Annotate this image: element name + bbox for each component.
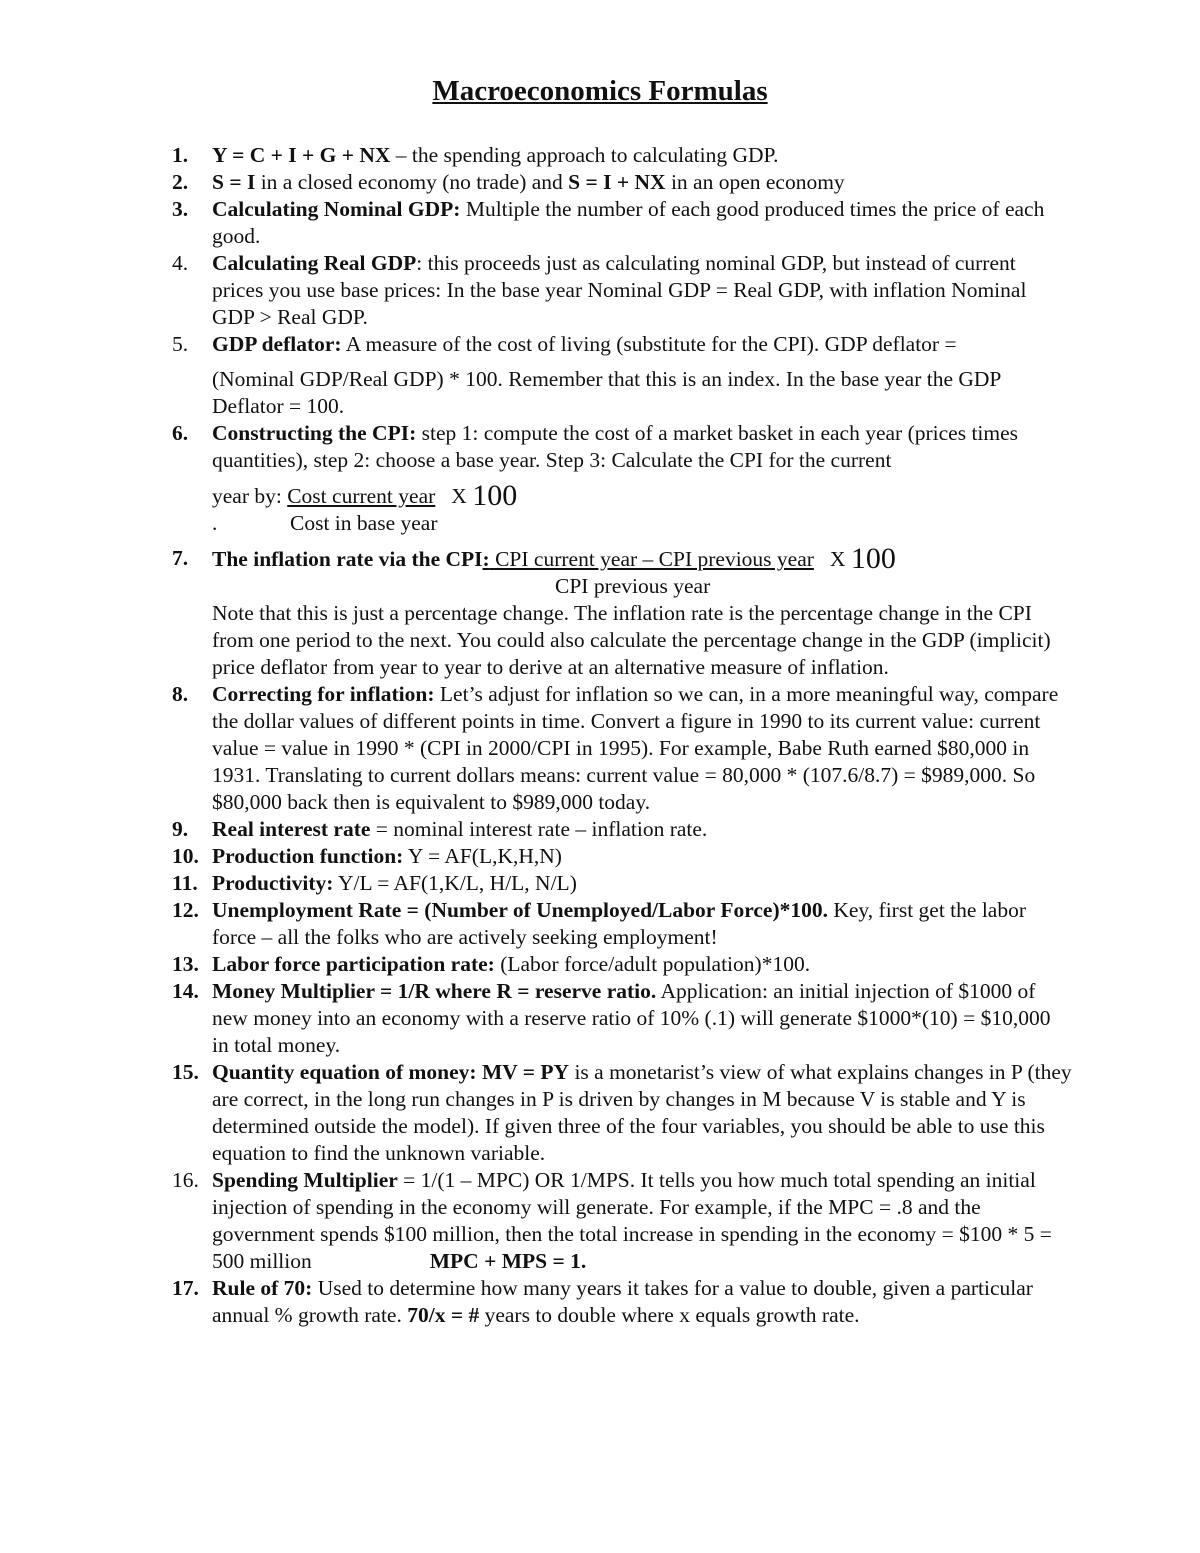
item-text: A measure of the cost of living (substitute for the CPI). GDP deflator =: [341, 332, 957, 356]
item-text: Application: an initial injection of $1000 of new money into an economy with a reserve ratio of 10% (.1) will generate $1000*(10) = $10,000 in total money.: [212, 979, 1051, 1057]
formula-term: The inflation rate via the CPI: [212, 547, 483, 571]
list-item: [172, 897, 1072, 951]
item-text: years to double where x equals growth rate.: [479, 1303, 860, 1327]
item-number: 15.: [172, 1060, 199, 1084]
list-item: [172, 870, 1072, 897]
times-sign: X: [829, 547, 846, 571]
formula-term: Rule of 70:: [212, 1276, 313, 1300]
formula-term: Calculating Real GDP: [212, 251, 417, 275]
item-text: Let’s adjust for inflation so we can, in a more meaningful way, compare the dollar values of different points in time. Convert a figure in 1990 to its current value: current value = value in 1990 * (CPI in 2000/CPI in 1995). For example, Babe Ruth earned $80,000 in 1931. Translating to current dollars means: current value = 80,000 * (107.6/8.7) = $989,000. So $80,000 back then is equivalent to $989,000 today.: [212, 682, 1059, 814]
list-item: [172, 978, 1072, 1059]
list-item: [172, 1275, 1072, 1329]
list-item: [172, 542, 1072, 681]
item-text: Multiple the number of each good produced times the price of each good.: [212, 197, 1045, 248]
inflation-formula: [212, 542, 1072, 575]
multiplier-value: 100: [472, 479, 518, 512]
item-number: 14.: [172, 979, 199, 1003]
list-item: [172, 420, 1072, 537]
item-number: 13.: [172, 952, 199, 976]
formula-term: Calculating Nominal GDP:: [212, 197, 461, 221]
list-item: [172, 142, 1072, 169]
fraction-denominator: Cost in base year: [290, 511, 438, 535]
item-text: = nominal interest rate – inflation rate.: [370, 817, 708, 841]
item-number: 10.: [172, 844, 199, 868]
formula-term: Y = C + I + G + NX: [212, 143, 391, 167]
formula-term: S = I + NX: [568, 170, 666, 194]
item-text: Y/L = AF(1,K/L, H/L, N/L): [333, 871, 577, 895]
colon-mark: :: [482, 547, 490, 571]
item-number: 6.: [172, 421, 189, 445]
formula-term: Unemployment Rate = (Number of Unemployed/Labor Force)*100.: [212, 898, 828, 922]
item-text: = 1/(1 – MPC) OR 1/MPS. It tells you how much total spending an initial injection of spending in the economy will generate. For example, if the MPC = .8 and the government spends $100 million, then the total increase in spending in the economy = $100 * 5 = 500 million: [212, 1168, 1052, 1273]
item-number: 4.: [172, 251, 189, 275]
list-item: [172, 816, 1072, 843]
formula-term: Spending Multiplier: [212, 1168, 398, 1192]
cpi-formula: [212, 479, 1072, 512]
item-number: 1.: [172, 143, 189, 167]
list-item: [172, 250, 1072, 331]
list-item: [172, 169, 1072, 196]
fraction-denominator: CPI previous year: [555, 574, 711, 598]
item-number: 11.: [172, 871, 198, 895]
list-item: [172, 1059, 1072, 1167]
item-text: – the spending approach to calculating GDP.: [390, 143, 779, 167]
item-text: Y = AF(L,K,H,N): [403, 844, 562, 868]
formula-term: Productivity:: [212, 871, 334, 895]
item-text: Key, first get the labor force – all the folks who are actively seeking employment!: [212, 898, 1026, 949]
formula-term: Money Multiplier = 1/R where R = reserve ratio.: [212, 979, 657, 1003]
item-text: step 1: compute the cost of a market basket in each year (prices times quantities), step 2: choose a base year. Step 3: Calculate the CPI for the current: [212, 421, 1019, 472]
item-text: Used to determine how many years it takes for a value to double, given a particular annual % growth rate.: [212, 1276, 1033, 1327]
dot-mark: .: [212, 511, 218, 535]
formula-term: S = I: [212, 170, 256, 194]
formula-term: 70/x = #: [407, 1303, 480, 1327]
list-item: [172, 681, 1072, 816]
item-text: : this proceeds just as calculating nominal GDP, but instead of current prices you use base prices: In the base year Nominal GDP = Real GDP, with inflation Nominal GDP > Real GDP.: [212, 251, 1027, 329]
formula-term: Quantity equation of money: MV = PY: [212, 1060, 570, 1084]
item-text: in a closed economy (no trade) and: [255, 170, 569, 194]
formula-term: Labor force participation rate:: [212, 952, 495, 976]
item-number: 2.: [172, 170, 189, 194]
item-text: year by:: [212, 484, 288, 508]
fraction-numerator: CPI current year – CPI previous year: [489, 547, 814, 571]
item-number: 7.: [172, 546, 189, 570]
list-item: [172, 196, 1072, 250]
item-number: 5.: [172, 332, 189, 356]
item-text: (Labor force/adult population)*100.: [494, 952, 811, 976]
multiplier-value: 100: [850, 542, 896, 575]
item-text: is a monetarist’s view of what explains changes in P (they are correct, in the long run changes in P is driven by changes in M because V is stable and Y is determined outside the model). If given three of the four variables, you should be able to use this equation to find the unknown variable.: [212, 1060, 1072, 1165]
formula-term: GDP deflator:: [212, 332, 342, 356]
list-item: [172, 331, 1072, 420]
item-text: (Nominal GDP/Real GDP) * 100. Remember that this is an index. In the base year the GDP Deflator = 100.: [212, 367, 1001, 418]
cpi-formula-denominator-line: [212, 510, 1072, 537]
formula-list: [172, 142, 1072, 1329]
fraction-numerator: Cost current year: [287, 484, 436, 508]
item-number: 17.: [172, 1276, 199, 1300]
item-text: Note that this is just a percentage change. The inflation rate is the percentage change in the CPI from one period to the next. You could also calculate the percentage change in the GDP (implicit) price deflator from year to year to derive at an alternative measure of inflation.: [212, 601, 1051, 679]
formula-term: Production function:: [212, 844, 404, 868]
item-number: 12.: [172, 898, 199, 922]
item-number: 3.: [172, 197, 189, 221]
item-number: 8.: [172, 682, 189, 706]
list-item: [172, 1167, 1072, 1275]
formula-term: Real interest rate: [212, 817, 371, 841]
formula-term: Correcting for inflation:: [212, 682, 435, 706]
list-item: [172, 951, 1072, 978]
formula-term: MPC + MPS = 1.: [429, 1249, 587, 1273]
page-title: Macroeconomics Formulas: [432, 75, 768, 107]
item-text: in an open economy: [665, 170, 845, 194]
times-sign: X: [451, 484, 467, 508]
formula-term: Constructing the CPI:: [212, 421, 417, 445]
list-item: [172, 843, 1072, 870]
item-number: 9.: [172, 817, 189, 841]
item-number: 16.: [172, 1168, 199, 1192]
